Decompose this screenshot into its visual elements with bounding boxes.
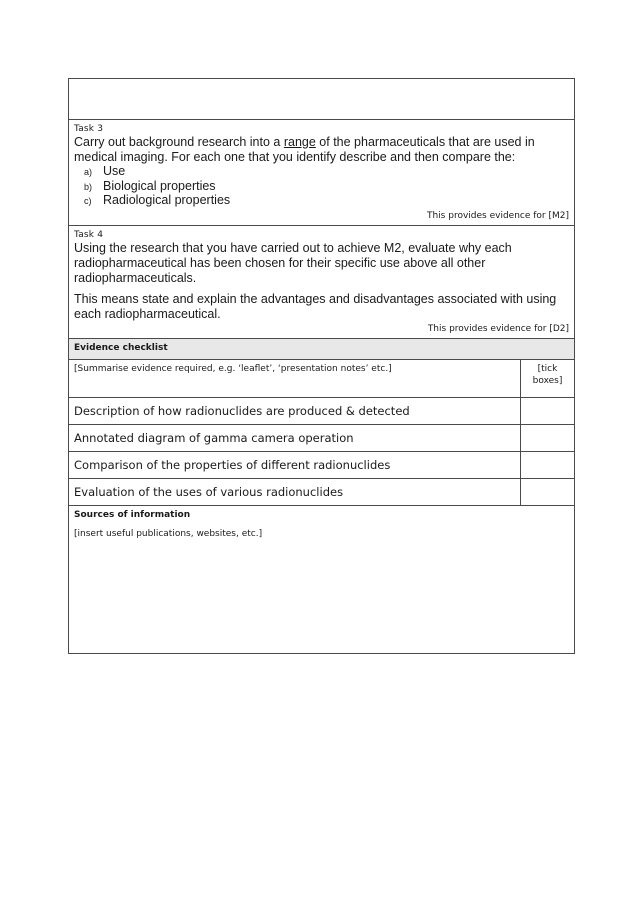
task-3-list (74, 165, 569, 209)
checklist-item-text: Description of how radionuclides are produced & detected (69, 398, 521, 424)
task-3-intro-pre: Carry out background research into a (74, 135, 284, 149)
task-3-evidence: This provides evidence for [M2] (426, 210, 569, 221)
blank-row (69, 79, 574, 120)
evidence-checklist-header: Evidence checklist (69, 339, 574, 360)
evidence-summary: [Summarise evidence required, e.g. ‘leaflet’, ‘presentation notes’ etc.] (69, 360, 521, 397)
task-4-paragraph-2: This means state and explain the advantages and disadvantages associated with using each radiopharmaceutical. (74, 291, 557, 321)
task-3-description (74, 135, 569, 165)
sources-section (69, 506, 574, 653)
list-item-text: Biological properties (103, 178, 216, 193)
task-3-label: Task 3 (74, 124, 104, 134)
list-marker: c) (84, 196, 92, 206)
checklist-row (69, 398, 574, 425)
list-item-text: Use (103, 164, 126, 178)
checklist-item-text: Comparison of the properties of different radionuclides (69, 452, 521, 478)
task-3-intro-post: of the pharmaceuticals that are used in medical imaging. For each one that you identify describe and then compare the: (74, 135, 535, 164)
tick-box[interactable] (521, 398, 574, 424)
tick-box[interactable] (521, 425, 574, 451)
checklist-item-text: Annotated diagram of gamma camera operation (69, 425, 521, 451)
task-4-evidence: This provides evidence for [D2] (427, 323, 569, 334)
task-4-section (69, 226, 574, 339)
tick-box[interactable] (521, 452, 574, 478)
sources-title: Sources of information (74, 509, 191, 520)
tick-box[interactable] (521, 479, 574, 505)
checklist-row (69, 425, 574, 452)
checklist-row (69, 479, 574, 506)
task-4-label: Task 4 (74, 229, 104, 240)
list-item (84, 180, 569, 195)
evidence-summary-row (69, 360, 574, 398)
checklist-row (69, 452, 574, 479)
task-3-intro-underlined: range (283, 135, 316, 149)
list-marker: a) (84, 167, 93, 177)
task-4-paragraph-1: Using the research that you have carried out to achieve M2, evaluate why each radiopharmaceutical has been chosen for their specific use above all other radiopharmaceuticals. (74, 240, 512, 285)
list-item-text: Radiological properties (103, 193, 231, 207)
task-4-description (74, 241, 569, 322)
tick-boxes-label: [tick boxes] (532, 363, 563, 386)
list-item (84, 194, 569, 209)
assignment-table (68, 78, 575, 654)
list-marker: b) (84, 181, 93, 192)
checklist-item-text: Evaluation of the uses of various radionuclides (69, 479, 521, 505)
task-3-section (69, 120, 574, 226)
sources-body: [insert useful publications, websites, etc.] (74, 528, 263, 539)
list-item (84, 165, 569, 180)
